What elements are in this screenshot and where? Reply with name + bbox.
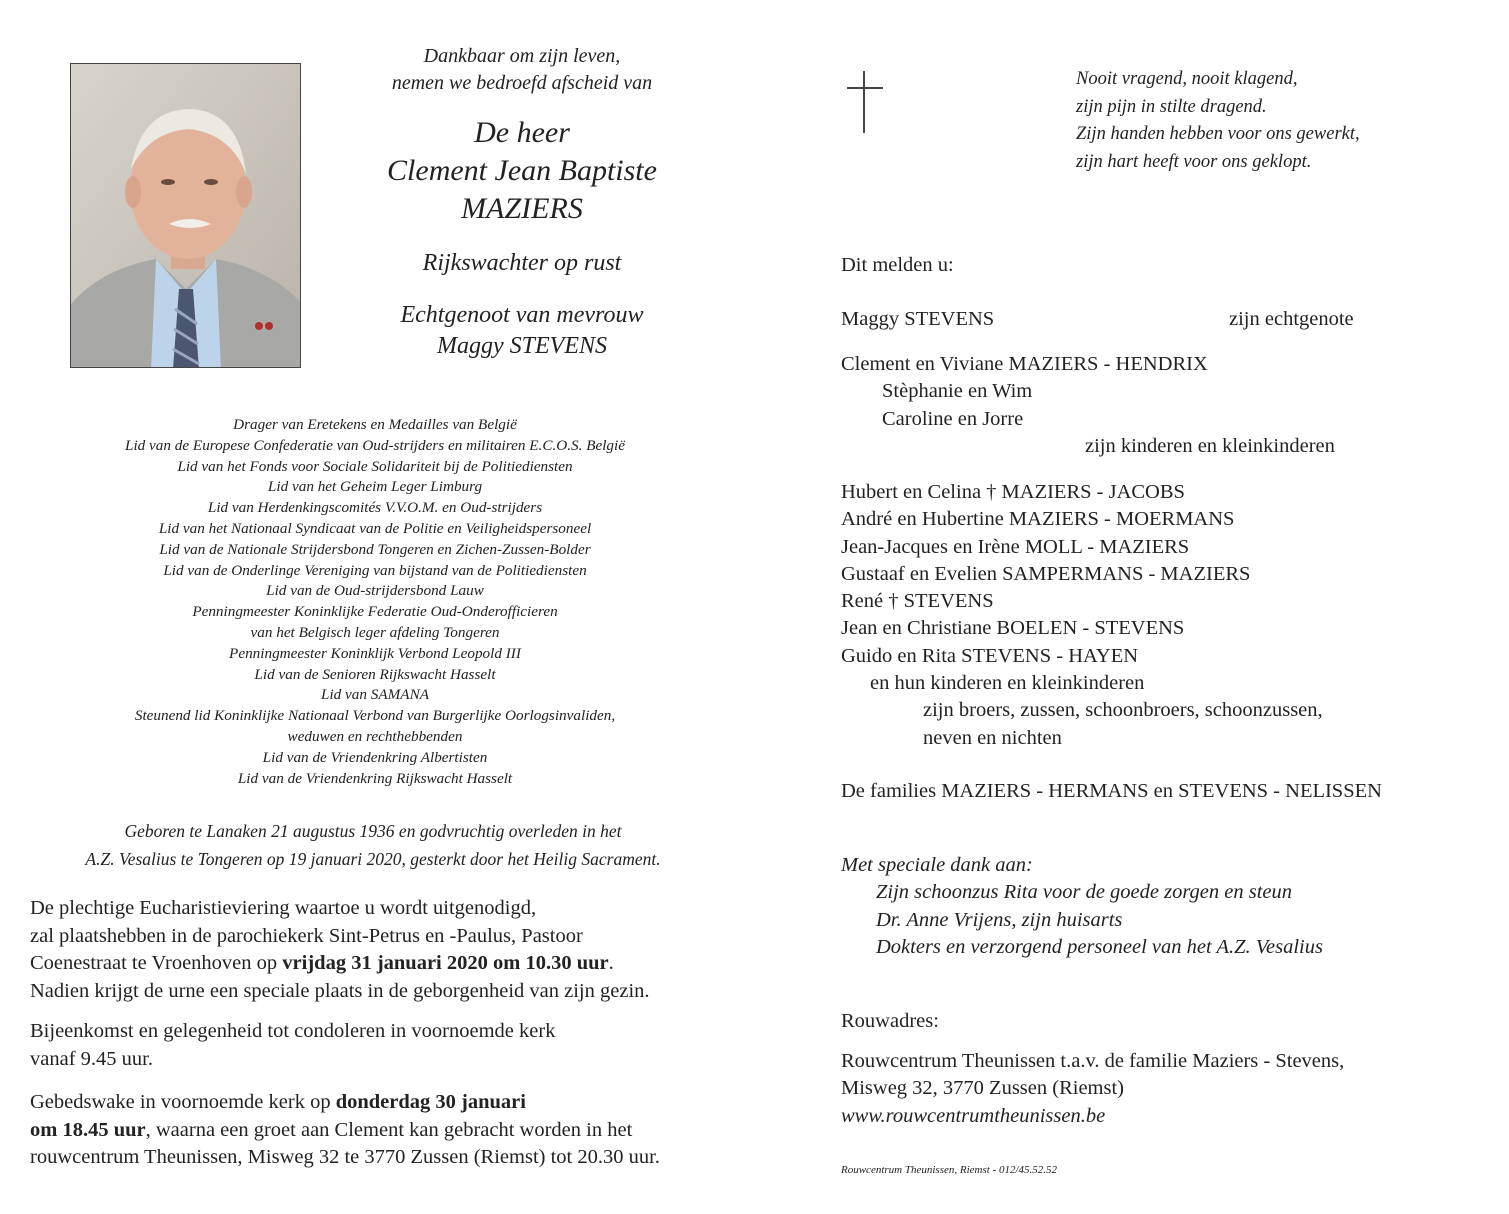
- siblings-list: [841, 479, 1323, 752]
- cross-icon: [847, 71, 883, 133]
- honor-item: Lid van de Europese Confederatie van Oud-strijders en militairen E.C.O.S. België: [125, 436, 625, 454]
- ceremony-line: zal plaatshebben in de parochiekerk Sint-Petrus en -Paulus, Pastoor: [30, 924, 583, 947]
- honor-item: Lid van het Geheim Leger Limburg: [267, 478, 483, 496]
- birth-death-info: [18, 817, 728, 873]
- honor-item: Lid van de Vriendenkring Rijkswacht Hasselt: [237, 769, 513, 787]
- grandchild-item: Stèphanie en Wim: [882, 380, 1033, 403]
- wake-line: rouwcentrum Theunissen, Misweg 32 te 3770 Zussen (Riemst) tot 20.30 uur.: [30, 1146, 660, 1168]
- honor-item: Penningmeester Koninklijk Verbond Leopold III: [229, 644, 521, 662]
- grandchild-item: Caroline en Jorre: [882, 407, 1024, 430]
- thanks-item: Zijn schoonzus Rita voor de goede zorgen en steun: [876, 881, 1293, 904]
- website-link[interactable]: www.rouwcentrumtheunissen.be: [841, 1104, 1106, 1127]
- name-line: De heer: [474, 116, 570, 149]
- wake-info: [30, 1089, 750, 1172]
- siblings-sub: en hun kinderen en kleinkinderen: [870, 672, 1145, 695]
- portrait-illustration: [71, 64, 301, 368]
- intro-line: nemen we bedroefd afscheid van: [391, 72, 653, 94]
- honor-item: Penningmeester Koninklijke Federatie Oud-Onderofficieren: [192, 603, 558, 621]
- ceremony-text: .: [608, 952, 614, 974]
- name-line: Clement Jean Baptiste: [387, 154, 657, 187]
- birth-line: Geboren te Lanaken 21 augustus 1936 en godvruchtig overleden in het: [124, 821, 622, 841]
- sibling-item: Jean-Jacques en Irène MOLL - MAZIERS: [841, 535, 1190, 558]
- families-line: De families MAZIERS - HERMANS en STEVENS - NELISSEN: [841, 780, 1382, 802]
- poem-line: Zijn handen hebben voor ons gewerkt,: [1076, 124, 1360, 144]
- wake-time: om 18.45 uur: [30, 1118, 146, 1141]
- honor-item: Lid van het Nationaal Syndicaat van de Politie en Veiligheidspersoneel: [158, 519, 592, 537]
- ceremony-line: Nadien krijgt de urne een speciale plaats in de geborgenheid van zijn gezin.: [30, 979, 650, 1002]
- honor-item: Lid van de Nationale Strijdersbond Tongeren en Zichen-Zussen-Bolder: [159, 540, 591, 558]
- wake-text: Gebedswake in voornoemde kerk op: [30, 1091, 336, 1113]
- honor-item: Drager van Eretekens en Medailles van België: [233, 416, 517, 433]
- wake-line: [30, 1117, 750, 1145]
- poem: [1076, 66, 1496, 176]
- thanks-item: Dr. Anne Vrijens, zijn huisarts: [876, 908, 1123, 931]
- ceremony-info: [30, 895, 750, 1005]
- thanks-item: Dokters en verzorgend personeel van het A.Z. Vesalius: [876, 935, 1323, 958]
- poem-line: zijn hart heeft voor ons geklopt.: [1076, 151, 1312, 172]
- poem-line: zijn pijn in stilte dragend.: [1076, 96, 1267, 117]
- honor-item: van het Belgisch leger afdeling Tongeren: [250, 623, 500, 641]
- occupation: Rijkswachter op rust: [422, 250, 622, 276]
- spouse-relation: zijn echtgenote: [1229, 308, 1354, 330]
- honor-item: weduwen en rechthebbenden: [287, 727, 463, 745]
- sibling-item: René † STEVENS: [841, 590, 994, 613]
- honor-item: Lid van SAMANA: [321, 686, 429, 704]
- thanks-title: Met speciale dank aan:: [841, 854, 1033, 876]
- ceremony-line: De plechtige Eucharistieviering waartoe u wordt uitgenodigd,: [30, 897, 537, 919]
- ceremony-line: [30, 950, 750, 978]
- spouse-line: Maggy STEVENS: [437, 333, 607, 359]
- honor-item: Steunend lid Koninklijke Nationaal Verbond van Burgerlijke Oorlogsinvaliden,: [134, 707, 616, 725]
- birth-line: A.Z. Vesalius te Tongeren op 19 januari 2020, gesterkt door het Heilig Sacrament.: [85, 849, 661, 869]
- deceased-name: [322, 114, 722, 228]
- sibling-item: Hubert en Celina † MAZIERS - JACOBS: [841, 481, 1185, 503]
- footer-note: Rouwcentrum Theunissen, Riemst - 012/45.52.52: [841, 1164, 1058, 1176]
- portrait-photo: [70, 63, 301, 368]
- spouse-name: Maggy STEVENS: [841, 308, 995, 330]
- intro-line: Dankbaar om zijn leven,: [423, 45, 621, 67]
- wake-line: [30, 1089, 750, 1117]
- honor-item: Lid van de Oud-strijdersbond Lauw: [266, 582, 484, 600]
- gathering-line: Bijeenkomst en gelegenheid tot condoleren in voornoemde kerk: [30, 1020, 556, 1042]
- siblings-relation: neven en nichten: [923, 726, 1062, 749]
- honor-item: Lid van de Onderlinge Vereniging van bijstand van de Politiediensten: [163, 561, 587, 579]
- thanks-section: [841, 852, 1323, 961]
- spouse-text: [322, 300, 722, 362]
- children-list: [841, 351, 1208, 433]
- address-line: Misweg 32, 3770 Zussen (Riemst): [841, 1077, 1124, 1100]
- siblings-relation: zijn broers, zussen, schoonbroers, schoonzussen,: [923, 699, 1323, 722]
- honors-list: [30, 415, 720, 789]
- children-parents: Clement en Viviane MAZIERS - HENDRIX: [841, 353, 1208, 375]
- intro-text: [322, 43, 722, 97]
- sibling-item: Gustaaf en Evelien SAMPERMANS - MAZIERS: [841, 562, 1251, 585]
- ceremony-text: Coenestraat te Vroenhoven op: [30, 952, 283, 974]
- rouwadres-label: Rouwadres:: [841, 1010, 939, 1032]
- address-line: Rouwcentrum Theunissen t.a.v. de familie Maziers - Stevens,: [841, 1050, 1345, 1072]
- honor-item: Lid van de Senioren Rijkswacht Hasselt: [254, 665, 496, 683]
- honor-item: Lid van de Vriendenkring Albertisten: [262, 748, 488, 766]
- name-line: MAZIERS: [461, 192, 583, 225]
- children-relation: zijn kinderen en kleinkinderen: [1085, 435, 1335, 457]
- spouse-line: Echtgenoot van mevrouw: [400, 302, 644, 328]
- sibling-item: Jean en Christiane BOELEN - STEVENS: [841, 617, 1185, 640]
- announce-heading: Dit melden u:: [841, 254, 954, 276]
- ceremony-date: vrijdag 31 januari 2020 om 10.30 uur: [282, 952, 609, 974]
- gathering-line: vanaf 9.45 uur.: [30, 1047, 153, 1070]
- wake-date: donderdag 30 januari: [335, 1091, 526, 1113]
- wake-text: , waarna een groet aan Clement kan gebracht worden in het: [145, 1118, 633, 1141]
- sibling-item: André en Hubertine MAZIERS - MOERMANS: [841, 508, 1235, 531]
- poem-line: Nooit vragend, nooit klagend,: [1076, 69, 1298, 89]
- sibling-item: Guido en Rita STEVENS - HAYEN: [841, 644, 1139, 667]
- honor-item: Lid van het Fonds voor Sociale Solidariteit bij de Politiediensten: [177, 457, 573, 475]
- gathering-info: [30, 1018, 750, 1073]
- honor-item: Lid van Herdenkingscomités V.V.O.M. en Oud-strijders: [207, 499, 543, 517]
- rouw-address: [841, 1048, 1344, 1130]
